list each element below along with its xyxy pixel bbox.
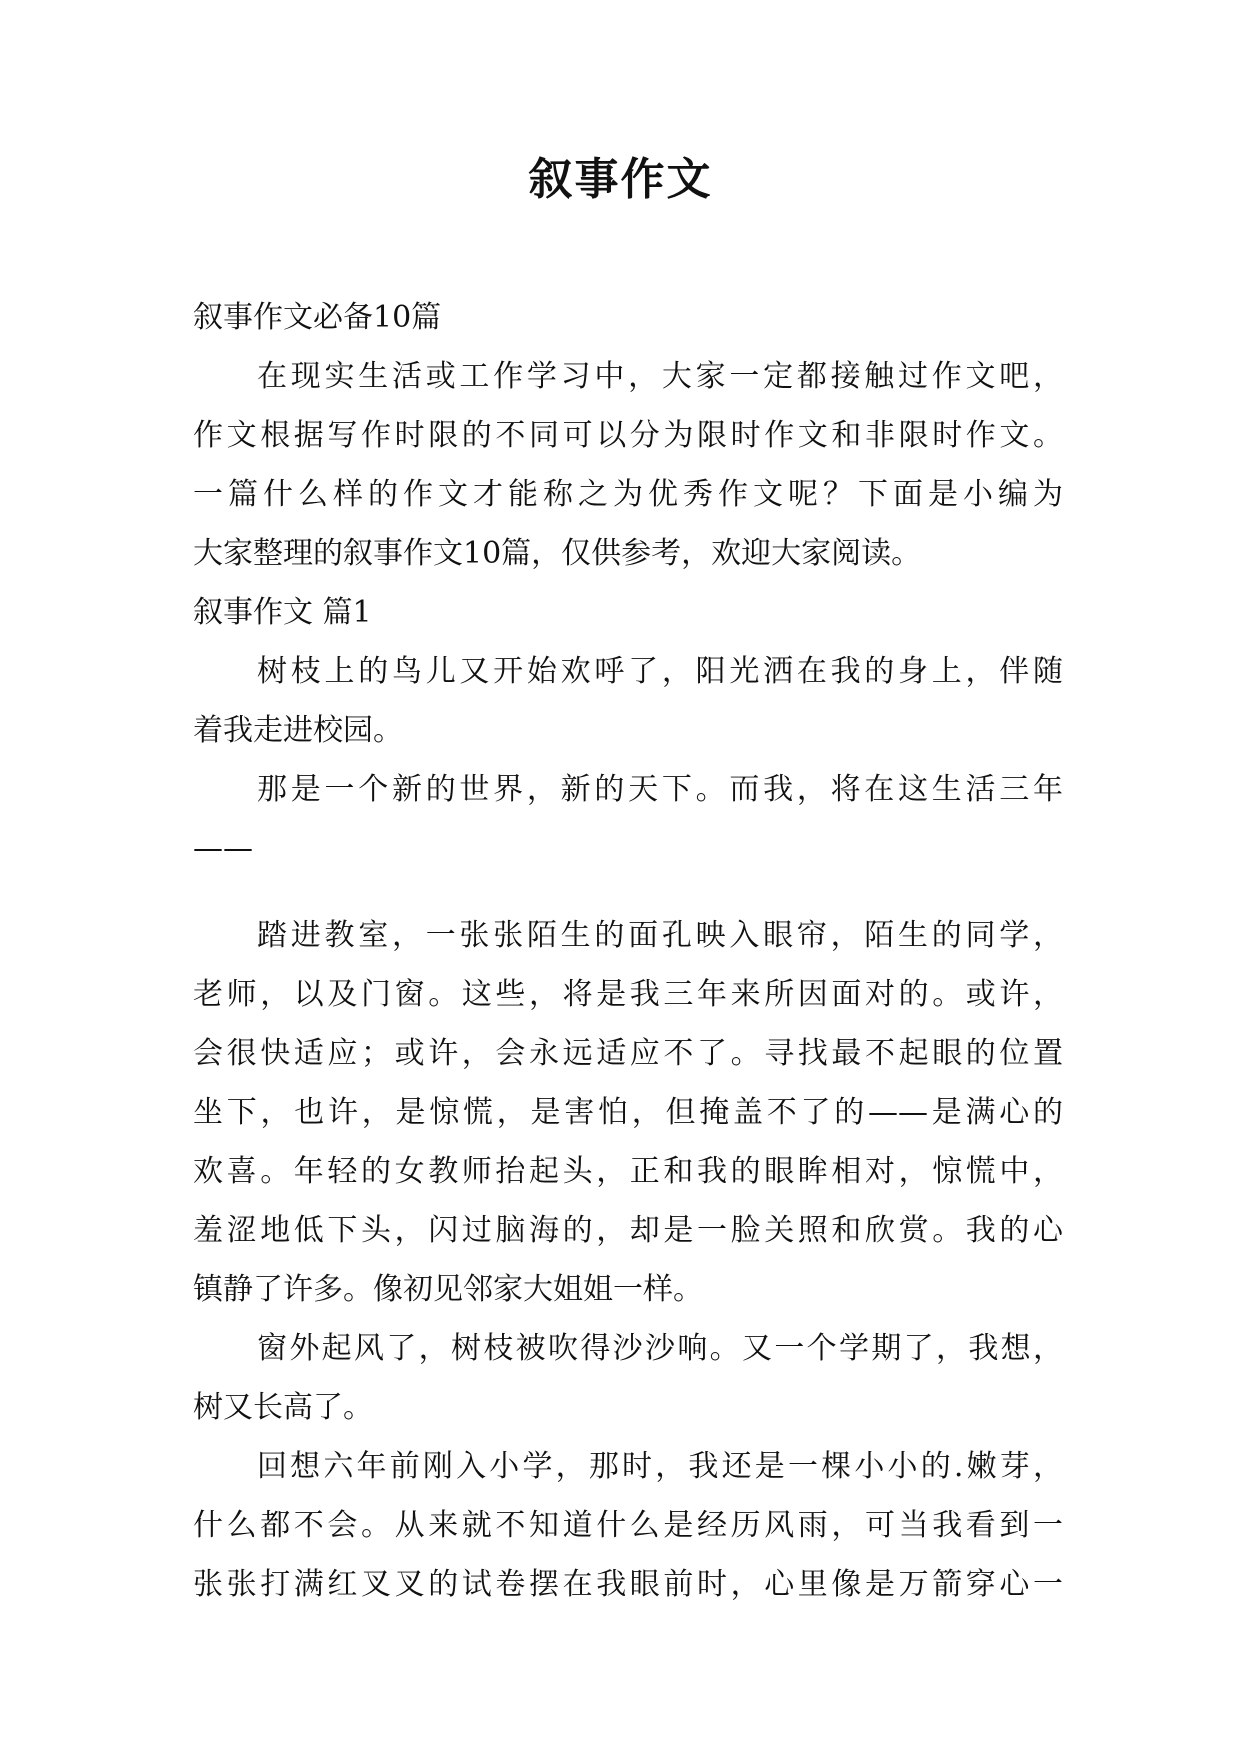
paragraph-line: 窗外起风了，树枝被吹得沙沙响。又一个学期了，我想， bbox=[257, 1331, 1063, 1366]
paragraph-line: 大家整理的叙事作文10篇，仅供参考，欢迎大家阅读。 bbox=[193, 536, 922, 571]
paragraph-line: 那是一个新的世界，新的天下。而我，将在这生活三年 bbox=[257, 772, 1063, 807]
paragraph-line: 在现实生活或工作学习中，大家一定都接触过作文吧， bbox=[257, 359, 1063, 394]
paragraph-line: 会很快适应；或许，会永远适应不了。寻找最不起眼的位置 bbox=[193, 1036, 1063, 1071]
paragraph-line: 羞涩地低下头，闪过脑海的，却是一脸关照和欣赏。我的心 bbox=[193, 1213, 1063, 1248]
document-subtitle: 叙事作文必备10篇 bbox=[193, 300, 442, 335]
paragraph-line: 作文根据写作时限的不同可以分为限时作文和非限时作文。 bbox=[193, 418, 1063, 453]
document-body bbox=[193, 288, 1063, 1614]
paragraph-line: 欢喜。年轻的女教师抬起头，正和我的眼眸相对，惊慌中， bbox=[193, 1154, 1063, 1189]
paragraph-5 bbox=[193, 1437, 1063, 1614]
paragraph-line: 坐下，也许，是惊慌，是害怕，但掩盖不了的——是满心的 bbox=[193, 1095, 1063, 1130]
paragraph-line: 老师，以及门窗。这些，将是我三年来所因面对的。或许， bbox=[193, 977, 1063, 1012]
paragraph-2 bbox=[193, 760, 1063, 878]
paragraph-line: 张张打满红叉叉的试卷摆在我眼前时，心里像是万箭穿心一 bbox=[193, 1567, 1063, 1602]
paragraph-spacer bbox=[193, 878, 1063, 906]
paragraph-1 bbox=[193, 642, 1063, 760]
paragraph-line: 镇静了许多。像初见邻家大姐姐一样。 bbox=[193, 1272, 703, 1307]
paragraph-line: 着我走进校园。 bbox=[193, 713, 403, 748]
paragraph-4 bbox=[193, 1319, 1063, 1437]
paragraph-line: 树又长高了。 bbox=[193, 1390, 373, 1425]
paragraph-line: 什么都不会。从来就不知道什么是经历风雨，可当我看到一 bbox=[193, 1508, 1063, 1543]
paragraph-line: 树枝上的鸟儿又开始欢呼了，阳光洒在我的身上，伴随 bbox=[257, 654, 1063, 689]
section-heading: 叙事作文 篇1 bbox=[193, 595, 372, 630]
paragraph-line: 踏进教室，一张张陌生的面孔映入眼帘，陌生的同学， bbox=[257, 918, 1063, 953]
paragraph-line: —— bbox=[193, 831, 253, 866]
document-title: 叙事作文 bbox=[528, 154, 713, 205]
paragraph-line: 回想六年前刚入小学，那时，我还是一棵小小的.嫩芽， bbox=[257, 1449, 1063, 1484]
intro-paragraph bbox=[193, 347, 1063, 583]
paragraph-line: 一篇什么样的作文才能称之为优秀作文呢？下面是小编为 bbox=[193, 477, 1063, 512]
paragraph-3 bbox=[193, 906, 1063, 1319]
